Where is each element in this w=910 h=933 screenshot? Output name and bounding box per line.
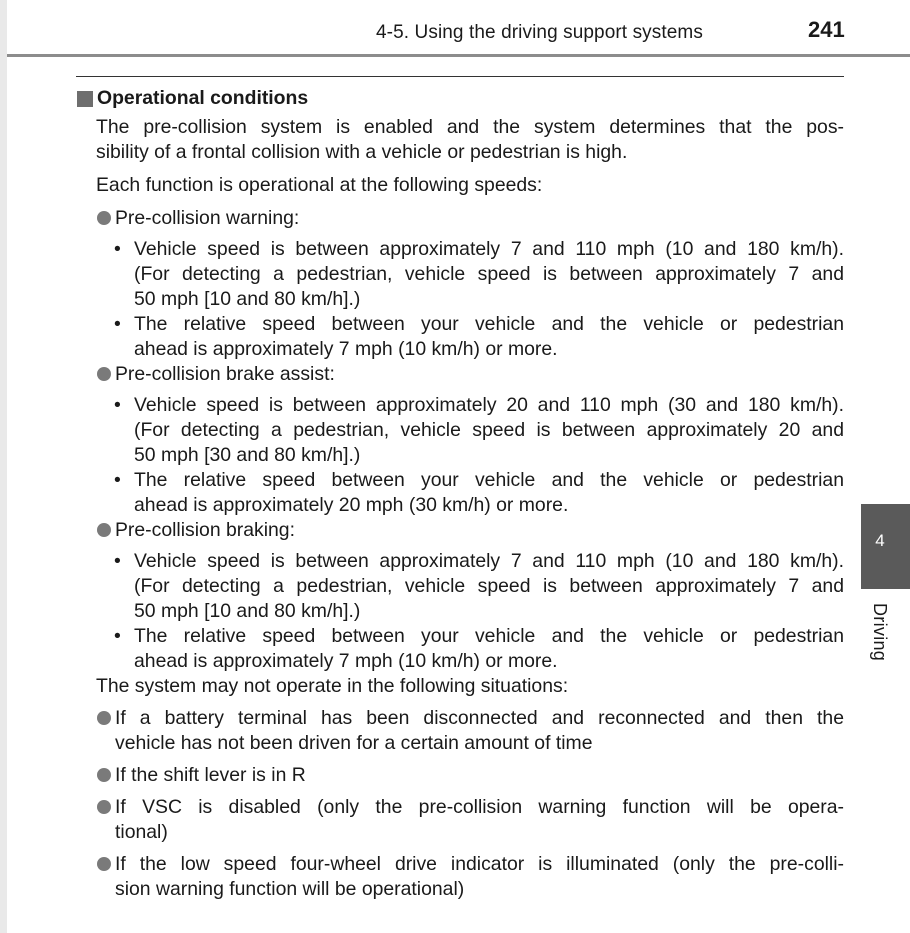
bullet-icon: •: [114, 469, 121, 491]
function-item: [97, 518, 844, 543]
text-line: 50 mph [30 and 80 km/h].): [134, 444, 361, 466]
chapter-label: Driving: [870, 603, 890, 662]
bullet-dot-icon: [97, 523, 111, 537]
situation-text: [115, 706, 844, 756]
function-name: Pre-collision warning:: [115, 207, 300, 229]
header-rule: [7, 54, 910, 57]
text-line: If the low speed four-wheel drive indicator is illuminated (only the pre-colli-: [115, 853, 844, 875]
condition-text: [134, 549, 844, 624]
bullet-dot-icon: [97, 367, 111, 381]
condition-item: [114, 468, 844, 518]
function-item: [97, 362, 844, 387]
page-content: [76, 86, 844, 909]
situation-item: [97, 852, 844, 902]
condition-list: [114, 393, 844, 518]
section-rule: [76, 76, 844, 77]
situation-item: [97, 795, 844, 845]
bullet-icon: •: [114, 550, 121, 572]
bullet-dot-icon: [97, 711, 111, 725]
condition-text: [134, 237, 844, 312]
text-line: (For detecting a pedestrian, vehicle speed is between approximately 20 and: [134, 419, 844, 441]
bullet-dot-icon: [97, 768, 111, 782]
bullet-icon: •: [114, 394, 121, 416]
bullet-icon: •: [114, 313, 121, 335]
text-line: ahead is approximately 20 mph (30 km/h) or more.: [134, 494, 569, 516]
intro-paragraph: [96, 115, 844, 165]
text-line: 50 mph [10 and 80 km/h].): [134, 288, 361, 310]
text-line: (For detecting a pedestrian, vehicle speed is between approximately 7 and: [134, 575, 844, 597]
text-line: Vehicle speed is between approximately 7 and 110 mph (10 and 180 km/h).: [134, 238, 844, 260]
heading-text: Operational conditions: [97, 87, 309, 109]
text-line: ahead is approximately 7 mph (10 km/h) or more.: [134, 650, 558, 672]
page-left-edge: [0, 0, 7, 933]
function-item: [97, 206, 844, 231]
text-line: sion warning function will be operational): [115, 878, 465, 900]
condition-item: [114, 624, 844, 674]
bullet-icon: •: [114, 625, 121, 647]
text-line: The pre-collision system is enabled and the system determines that the pos-: [96, 116, 844, 138]
situation-item: [97, 763, 844, 788]
text-line: ahead is approximately 7 mph (10 km/h) or more.: [134, 338, 558, 360]
text-line: (For detecting a pedestrian, vehicle speed is between approximately 7 and: [134, 263, 844, 285]
situation-item: [97, 706, 844, 756]
text-line: If a battery terminal has been disconnected and reconnected and then the: [115, 707, 844, 729]
bullet-dot-icon: [97, 211, 111, 225]
speeds-intro: Each function is operational at the following speeds:: [96, 174, 543, 196]
condition-text: [134, 312, 844, 362]
section-header-title: 4-5. Using the driving support systems: [376, 22, 703, 43]
bullet-icon: •: [114, 238, 121, 260]
condition-item: [114, 393, 844, 468]
text-line: If VSC is disabled (only the pre-collision warning function will be opera-: [115, 796, 844, 818]
not-operate-intro: The system may not operate in the following situations:: [96, 675, 569, 697]
text-line: Vehicle speed is between approximately 7 and 110 mph (10 and 180 km/h).: [134, 550, 844, 572]
section-heading: [76, 86, 844, 111]
chapter-number: 4: [875, 531, 885, 550]
page-number: 241: [808, 17, 845, 42]
text-line: 50 mph [10 and 80 km/h].): [134, 600, 361, 622]
function-name: Pre-collision brake assist:: [115, 363, 335, 385]
situation-text: [115, 795, 844, 845]
text-line: The relative speed between your vehicle and the vehicle or pedestrian: [134, 625, 844, 647]
function-block: [76, 518, 844, 674]
condition-item: [114, 549, 844, 624]
condition-list: [114, 549, 844, 674]
condition-item: [114, 312, 844, 362]
bullet-dot-icon: [97, 857, 111, 871]
bullet-dot-icon: [97, 800, 111, 814]
text-line: The relative speed between your vehicle and the vehicle or pedestrian: [134, 469, 844, 491]
function-name: Pre-collision braking:: [115, 519, 295, 541]
chapter-tab[interactable]: [861, 504, 910, 589]
text-line: sibility of a frontal collision with a vehicle or pedestrian is high.: [96, 141, 628, 163]
condition-text: [134, 624, 844, 674]
text-line: If the shift lever is in R: [115, 764, 306, 786]
function-block: [76, 362, 844, 518]
function-block: [76, 206, 844, 362]
condition-item: [114, 237, 844, 312]
situation-text: [115, 763, 844, 788]
text-line: Vehicle speed is between approximately 20 and 110 mph (30 and 180 km/h).: [134, 394, 844, 416]
situation-text: [115, 852, 844, 902]
heading-square-icon: [77, 91, 93, 107]
condition-text: [134, 393, 844, 468]
condition-list: [114, 237, 844, 362]
text-line: The relative speed between your vehicle and the vehicle or pedestrian: [134, 313, 844, 335]
text-line: vehicle has not been driven for a certain amount of time: [115, 732, 593, 754]
text-line: tional): [115, 821, 168, 843]
condition-text: [134, 468, 844, 518]
